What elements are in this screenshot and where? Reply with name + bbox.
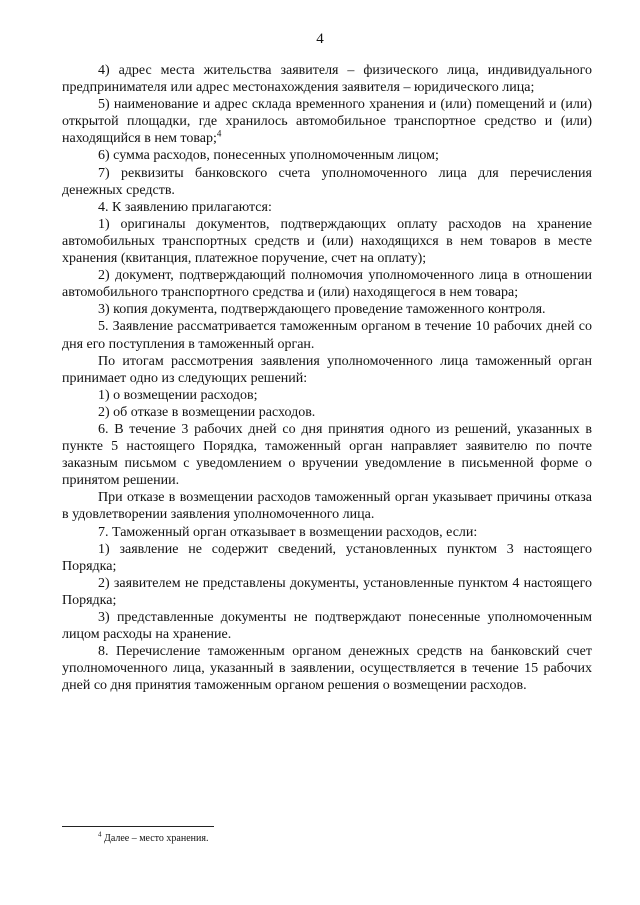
paragraph-review-period: 5. Заявление рассматривается таможенным органом в течение 10 рабочих дней со дня его поступления в таможенный орган. [62, 319, 592, 352]
paragraph-refusal-reasons: При отказе в возмещении расходов таможенный орган указывает причины отказа в удовлетворении заявления уполномоченного лица. [62, 490, 592, 523]
footnote [98, 830, 209, 845]
footnote-text: Далее – место хранения. [104, 833, 209, 844]
paragraph-transfer-funds: 8. Перечисление таможенным органом денежных средств на банковский счет уполномоченного лица, указанный в заявлении, осуществляется в течение 15 рабочих дней со дня принятия таможенным органом решения о возмещении расходов. [62, 644, 592, 694]
paragraph-notification: 6. В течение 3 рабочих дней со дня принятия одного из решений, указанных в пункте 5 настоящего Порядка, таможенный орган направляет заявителю по почте заказным письмом с уведомлением о вручении уведомление в письменной форме о принятом решении. [62, 421, 592, 489]
paragraph-decision-reimburse: 1) о возмещении расходов; [98, 387, 258, 403]
footnote-divider [62, 826, 214, 827]
paragraph-customs-control-copy: 3) копия документа, подтверждающего проведение таможенного контроля. [98, 302, 546, 318]
footnote-reference: 4 [216, 128, 222, 139]
document-body [62, 62, 592, 694]
paragraph-decision-intro: По итогам рассмотрения заявления уполномоченного лица таможенный орган принимает одно из следующих решений: [62, 353, 592, 386]
footnote-number: 4 [98, 830, 102, 839]
paragraph-refusal-grounds-heading: 7. Таможенный орган отказывает в возмещении расходов, если: [98, 524, 478, 540]
paragraph-refusal-ground-1: 1) заявление не содержит сведений, установленных пунктом 3 настоящего Порядка; [62, 541, 592, 574]
paragraph-refusal-ground-3: 3) представленные документы не подтверждают понесенные уполномоченным лицом расходы на хранение. [62, 610, 592, 643]
paragraph-refusal-ground-2: 2) заявителем не представлены документы, установленные пунктом 4 настоящего Порядка; [62, 575, 592, 608]
paragraph-decision-refuse: 2) об отказе в возмещении расходов. [98, 404, 316, 420]
paragraph-applicant-address: 4) адрес места жительства заявителя – физического лица, индивидуального предпринимателя или адрес местонахождения заявителя – юридического лица; [62, 63, 592, 96]
paragraph-bank-details: 7) реквизиты банковского счета уполномоченного лица для перечисления денежных средств. [62, 165, 592, 198]
paragraph-attachments-heading: 4. К заявлению прилагаются: [98, 199, 272, 215]
paragraph-original-documents: 1) оригиналы документов, подтверждающих оплату расходов на хранение автомобильных транспортных средств и (или) находящихся в нем товаров в месте хранения (квитанция, платежное поручение, счет на оплату); [62, 216, 592, 267]
paragraph-warehouse-address: 5) наименование и адрес склада временного хранения и (или) помещений и (или) открытой площадки, где хранилось автомобильное транспортное средство и (или) находящийся в нем товар;$^4$ [62, 97, 592, 147]
paragraph-authority-document: 2) документ, подтверждающий полномочия уполномоченного лица в отношении автомобильного транспортного средства и (или) находящегося в нем товара; [62, 268, 592, 301]
page-number: 4 [316, 31, 324, 47]
paragraph-expense-amount: 6) сумма расходов, понесенных уполномоченным лицом; [98, 148, 439, 164]
